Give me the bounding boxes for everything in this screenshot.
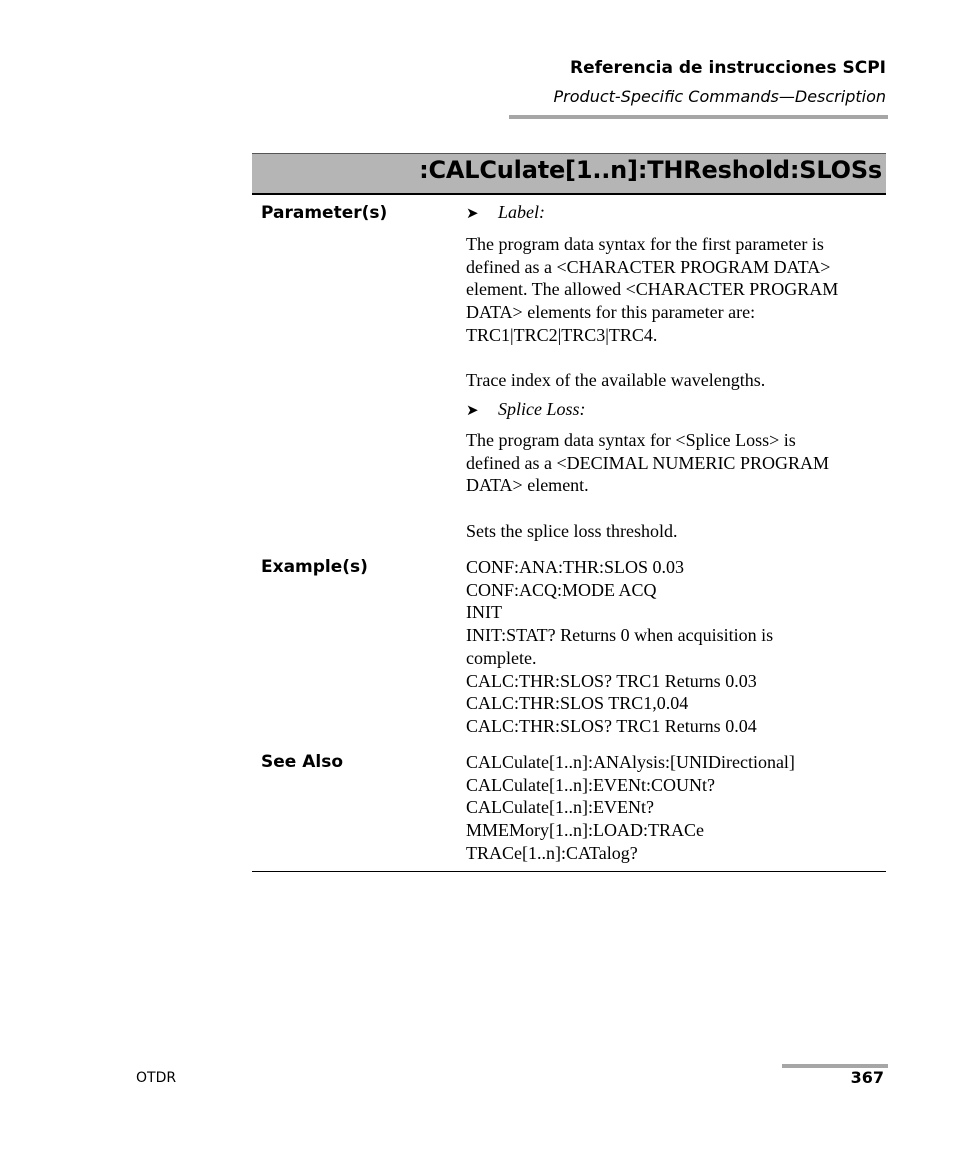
see-also-line: CALCulate[1..n]:EVENt? [466,797,654,818]
examples-block [466,556,886,738]
example-line: CALC:THR:SLOS? TRC1 Returns 0.04 [466,715,757,736]
example-line: CONF:ANA:THR:SLOS 0.03 [466,557,685,577]
arrow-bullet-icon: ➤ [466,403,479,419]
see-also-line: TRACe[1..n]:CATalog? [466,842,638,863]
header-rule [509,115,888,119]
parameter-splice-loss-note: Sets the splice loss threshold. [466,521,678,541]
see-also-line: CALCulate[1..n]:EVENt:COUNt? [466,774,715,795]
table-bottom-rule [252,871,886,872]
example-line: INIT [466,602,502,623]
page-number: 367 [850,1068,884,1087]
see-also-label: See Also [261,752,344,772]
see-also-line: MMEMory[1..n]:LOAD:TRACe [466,820,704,841]
examples-label: Example(s) [261,557,368,577]
see-also-line: CALCulate[1..n]:ANAlysis:[UNIDirectional] [466,752,795,772]
example-line: CONF:ACQ:MODE ACQ [466,579,657,600]
example-line: CALC:THR:SLOS TRC1,0.04 [466,693,689,714]
parameter-bullet-splice-loss: ➤ Splice Loss: [466,399,586,419]
parameter-label-description: The program data syntax for the first parameter is defined as a <CHARACTER PROGRAM DATA> element. The allowed <CHARACTER PROGRAM DATA> elements for this parameter are: TRC1|TRC2|TRC3|TRC4. [466,234,839,345]
running-header-title: Referencia de instrucciones SCPI [570,58,886,78]
parameter-bullet-label: ➤ Label: [466,202,545,222]
running-header-subtitle: Product-Specific Commands—Description [553,87,886,106]
parameter-splice-loss-description: The program data syntax for <Splice Loss> is defined as a <DECIMAL NUMERIC PROGRAM DATA> element. [466,430,829,496]
example-line: CALC:THR:SLOS? TRC1 Returns 0.03 [466,670,757,691]
example-line: complete. [466,647,537,668]
arrow-bullet-icon: ➤ [466,206,479,222]
footer-product: OTDR [136,1070,177,1086]
command-title-bar [252,153,886,195]
see-also-block [466,751,886,865]
parameter-label-note: Trace index of the available wavelengths. [466,370,766,390]
parameters-label: Parameter(s) [261,203,388,223]
example-line: INIT:STAT? Returns 0 when acquisition is [466,625,774,646]
command-title: :CALCulate[1..n]:THReshold:SLOSs [419,156,882,184]
